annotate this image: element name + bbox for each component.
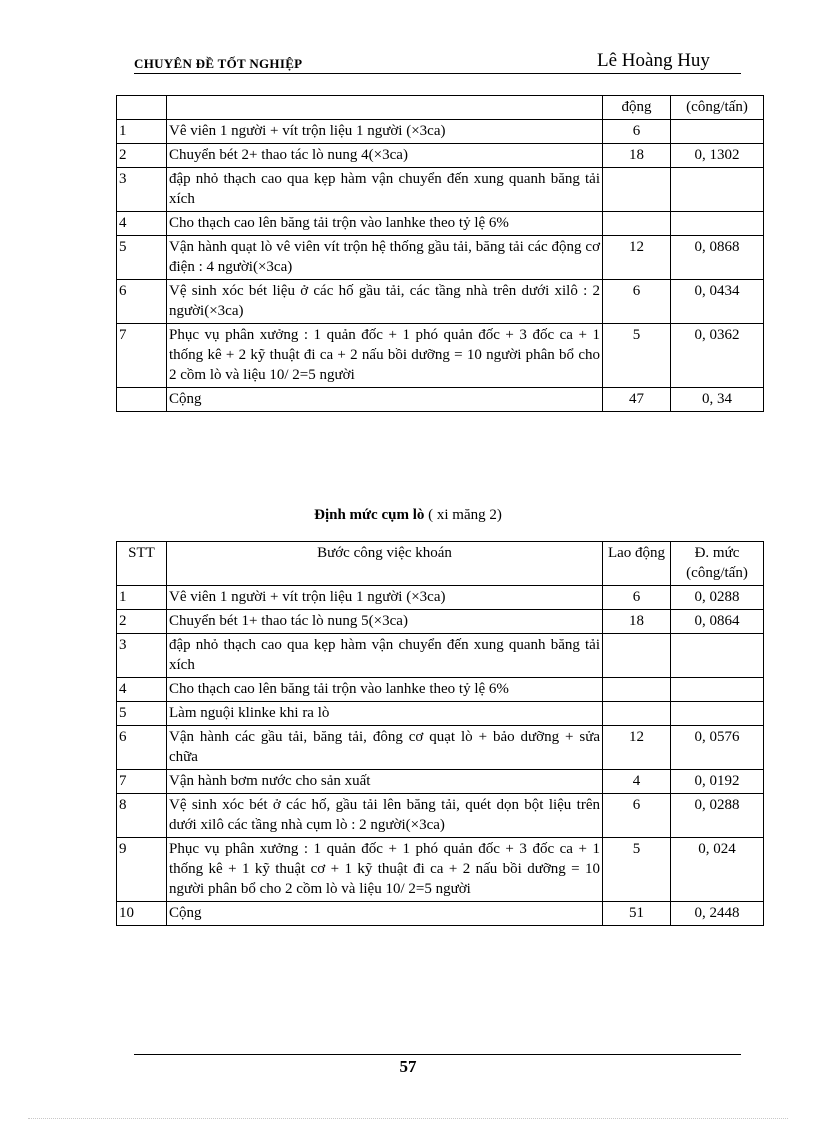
cell-lao-dong xyxy=(603,678,671,702)
table-row xyxy=(117,634,764,678)
table-row xyxy=(117,726,764,770)
cell-stt: 3 xyxy=(117,168,167,212)
footer-divider xyxy=(134,1054,741,1055)
cell-dinh-muc xyxy=(671,212,764,236)
cell-dinh-muc: 0, 0864 xyxy=(671,610,764,634)
cell-lao-dong: 12 xyxy=(603,236,671,280)
table-total-row xyxy=(117,902,764,926)
cell-desc: Cộng xyxy=(167,902,603,926)
cell-dinh-muc xyxy=(671,678,764,702)
header-divider xyxy=(134,73,741,74)
cell-desc: Vê viên 1 người + vít trộn liệu 1 người (×3ca) xyxy=(167,586,603,610)
author-name: Lê Hoàng Huy xyxy=(597,50,710,71)
header-cell-lao-dong: Lao động xyxy=(603,542,671,586)
cell-lao-dong: 12 xyxy=(603,726,671,770)
cell-stt: 3 xyxy=(117,634,167,678)
labor-norm-table-1 xyxy=(116,95,764,412)
cell-dinh-muc xyxy=(671,120,764,144)
header-cell-desc: Bước công việc khoán xyxy=(167,542,603,586)
cell-stt: 4 xyxy=(117,212,167,236)
cell-desc: Phục vụ phân xưởng : 1 quản đốc + 1 phó quản đốc + 3 đốc ca + 1 thống kê + 2 kỹ thuật đi ca + 2 nấu bồi dưỡng = 10 người phân bổ cho 2 cồm lò và liệu 10/ 2=5 người xyxy=(167,324,603,388)
cell-lao-dong: 6 xyxy=(603,280,671,324)
cell-lao-dong xyxy=(603,702,671,726)
cell-desc: Cộng xyxy=(167,388,603,412)
table-row xyxy=(117,168,764,212)
cell-stt: 10 xyxy=(117,902,167,926)
cell-dinh-muc: 0, 0576 xyxy=(671,726,764,770)
table-row xyxy=(117,610,764,634)
cell-desc: Phục vụ phân xưởng : 1 quản đốc + 1 phó quản đốc + 3 đốc ca + 1 thống kê + 1 kỹ thuật cơ + 1 kỹ thuật đi ca + 2 nấu bồi dưỡng = 10 người phân bổ cho 2 cồm lò và liệu 10/ 2=5 người xyxy=(167,838,603,902)
cell-lao-dong: 5 xyxy=(603,838,671,902)
cell-dinh-muc: 0, 2448 xyxy=(671,902,764,926)
cell-stt: 2 xyxy=(117,610,167,634)
table-row xyxy=(117,586,764,610)
caption-title: Định mức cụm lò xyxy=(314,507,425,523)
cell-dinh-muc: 0, 0868 xyxy=(671,236,764,280)
header-cell-dinh-muc: (công/tấn) xyxy=(671,96,764,120)
cell-lao-dong xyxy=(603,168,671,212)
cell-dinh-muc xyxy=(671,634,764,678)
page-edge-dotted-line xyxy=(28,1118,788,1119)
table-total-row xyxy=(117,388,764,412)
table-row xyxy=(117,770,764,794)
table-row xyxy=(117,678,764,702)
header-cell-stt: STT xyxy=(117,542,167,586)
cell-stt: 1 xyxy=(117,120,167,144)
cell-desc: Cho thạch cao lên băng tải trộn vào lanhke theo tỷ lệ 6% xyxy=(167,678,603,702)
table-caption xyxy=(0,507,816,524)
cell-dinh-muc: 0, 34 xyxy=(671,388,764,412)
table-row xyxy=(117,144,764,168)
table-row xyxy=(117,838,764,902)
cell-desc: Cho thạch cao lên băng tải trộn vào lanhke theo tỷ lệ 6% xyxy=(167,212,603,236)
cell-dinh-muc: 0, 0288 xyxy=(671,586,764,610)
cell-lao-dong: 51 xyxy=(603,902,671,926)
table-row xyxy=(117,794,764,838)
cell-desc: Vệ sinh xóc bét liệu ở các hố gầu tải, các tầng nhà trên dưới xilô : 2 người(×3ca) xyxy=(167,280,603,324)
table-row xyxy=(117,236,764,280)
cell-stt: 8 xyxy=(117,794,167,838)
cell-stt: 2 xyxy=(117,144,167,168)
cell-lao-dong: 6 xyxy=(603,794,671,838)
header-cell-dinh-muc: Đ. mức (công/tấn) xyxy=(671,542,764,586)
cell-stt: 4 xyxy=(117,678,167,702)
cell-desc: đập nhỏ thạch cao qua kẹp hàm vận chuyển đến xung quanh băng tải xích xyxy=(167,634,603,678)
document-title: CHUYÊN ĐỀ TỐT NGHIỆP xyxy=(134,56,303,71)
cell-dinh-muc xyxy=(671,168,764,212)
cell-stt: 5 xyxy=(117,236,167,280)
table-row xyxy=(117,702,764,726)
cell-desc: Chuyển bét 1+ thao tác lò nung 5(×3ca) xyxy=(167,610,603,634)
header-cell-lao-dong: động xyxy=(603,96,671,120)
cell-desc: Vê viên 1 người + vít trộn liệu 1 người (×3ca) xyxy=(167,120,603,144)
caption-subtitle: ( xi măng 2) xyxy=(424,507,502,523)
cell-dinh-muc: 0, 024 xyxy=(671,838,764,902)
cell-desc: Vận hành quạt lò vê viên vít trộn hệ thống gầu tải, băng tải các động cơ điện : 4 người(×3ca) xyxy=(167,236,603,280)
cell-desc: Chuyển bét 2+ thao tác lò nung 4(×3ca) xyxy=(167,144,603,168)
cell-lao-dong: 6 xyxy=(603,586,671,610)
cell-lao-dong: 18 xyxy=(603,610,671,634)
cell-dinh-muc: 0, 1302 xyxy=(671,144,764,168)
cell-stt: 5 xyxy=(117,702,167,726)
cell-stt: 1 xyxy=(117,586,167,610)
cell-stt: 7 xyxy=(117,770,167,794)
table-header-row xyxy=(117,542,764,586)
cell-desc: Vận hành các gầu tải, băng tải, đông cơ quạt lò + bảo dưỡng + sửa chữa xyxy=(167,726,603,770)
cell-lao-dong: 47 xyxy=(603,388,671,412)
cell-lao-dong: 6 xyxy=(603,120,671,144)
cell-desc: Vận hành bơm nước cho sản xuất xyxy=(167,770,603,794)
cell-lao-dong: 5 xyxy=(603,324,671,388)
table-row xyxy=(117,324,764,388)
cell-stt xyxy=(117,388,167,412)
cell-stt: 6 xyxy=(117,726,167,770)
header-cell-stt xyxy=(117,96,167,120)
cell-stt: 7 xyxy=(117,324,167,388)
table-header-row xyxy=(117,96,764,120)
cell-lao-dong: 18 xyxy=(603,144,671,168)
cell-dinh-muc xyxy=(671,702,764,726)
cell-desc: đập nhỏ thạch cao qua kẹp hàm vận chuyển đến xung quanh băng tải xích xyxy=(167,168,603,212)
cell-desc: Làm nguội klinke khi ra lò xyxy=(167,702,603,726)
cell-stt: 6 xyxy=(117,280,167,324)
cell-dinh-muc: 0, 0434 xyxy=(671,280,764,324)
labor-norm-table-2 xyxy=(116,541,764,926)
cell-lao-dong: 4 xyxy=(603,770,671,794)
table-row xyxy=(117,120,764,144)
header-cell-desc xyxy=(167,96,603,120)
cell-dinh-muc: 0, 0288 xyxy=(671,794,764,838)
table-row xyxy=(117,212,764,236)
cell-dinh-muc: 0, 0362 xyxy=(671,324,764,388)
cell-dinh-muc: 0, 0192 xyxy=(671,770,764,794)
cell-stt: 9 xyxy=(117,838,167,902)
cell-lao-dong xyxy=(603,634,671,678)
cell-desc: Vệ sinh xóc bét ở các hố, gầu tải lên băng tải, quét dọn bột liệu trên dưới xilô các tầng nhà cụm lò : 2 người(×3ca) xyxy=(167,794,603,838)
table-row xyxy=(117,280,764,324)
page-number: 57 xyxy=(399,1057,417,1076)
cell-lao-dong xyxy=(603,212,671,236)
